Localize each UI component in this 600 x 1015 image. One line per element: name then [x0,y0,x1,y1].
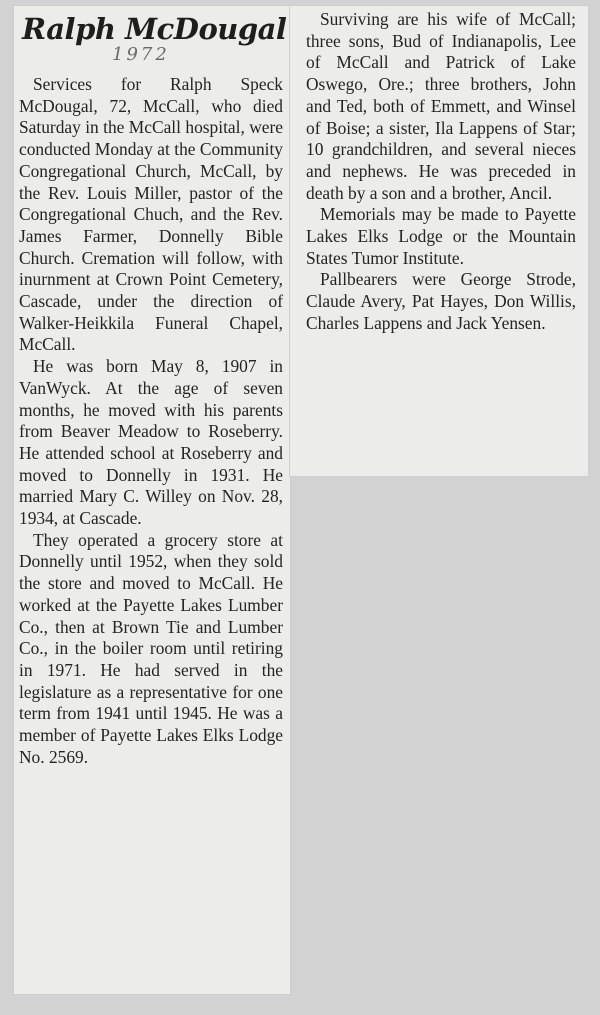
paragraph-pallbearers: Pallbearers were George Strode, Claude Avery, Pat Hayes, Don Willis, Charles Lappens and Jack Yensen. [306,269,576,333]
paragraph-career: They operated a grocery store at Donnelly until 1952, when they sold the store and moved to McCall. He worked at the Payette Lakes Lumber Co., then at Brown Tie and Lumber Co., in the boiler room until retiring in 1971. He had served in the legislature as a representative for one term from 1941 until 1945. He was a member of Payette Lakes Elks Lodge No. 2569. [19,529,283,767]
headline: Ralph McDougal [22,12,287,46]
paragraph-memorials: Memorials may be made to Payette Lakes Elks Lodge or the Mountain States Tumor Institute. [306,204,576,268]
handwritten-year-note: 1972 [112,44,170,65]
right-column [306,9,576,335]
paragraph-birth: He was born May 8, 1907 in VanWyck. At the age of seven months, he moved with his parents from Beaver Meadow to Roseberry. He attended school at Roseberry and moved to Donnelly in 1931. He married Mary C. Willey on Nov. 28, 1934, at Cascade. [19,356,283,529]
paragraph-services: Services for Ralph Speck McDougal, 72, McCall, who died Saturday in the McCall hospital, were conducted Monday at the Community Congregational Church, McCall, by the Rev. Louis Miller, pastor of the Congregational Chuch, and the Rev. James Farmer, Donnelly Bible Church. Cremation will follow, with inurnment at Crown Point Cemetery, Cascade, under the direction of Walker-Heikkila Funeral Chapel, McCall. [19,74,283,355]
paragraph-survivors: Surviving are his wife of McCall; three sons, Bud of Indianapolis, Lee of McCall and Patrick of Lake Oswego, Ore.; three brothers, John and Ted, both of Emmett, and Winsel of Boise; a sister, Ila Lappens of Star; 10 grandchildren, and several nieces and nephews. He was preceded in death by a son and a brother, Ancil. [306,9,576,203]
left-column [19,74,283,769]
